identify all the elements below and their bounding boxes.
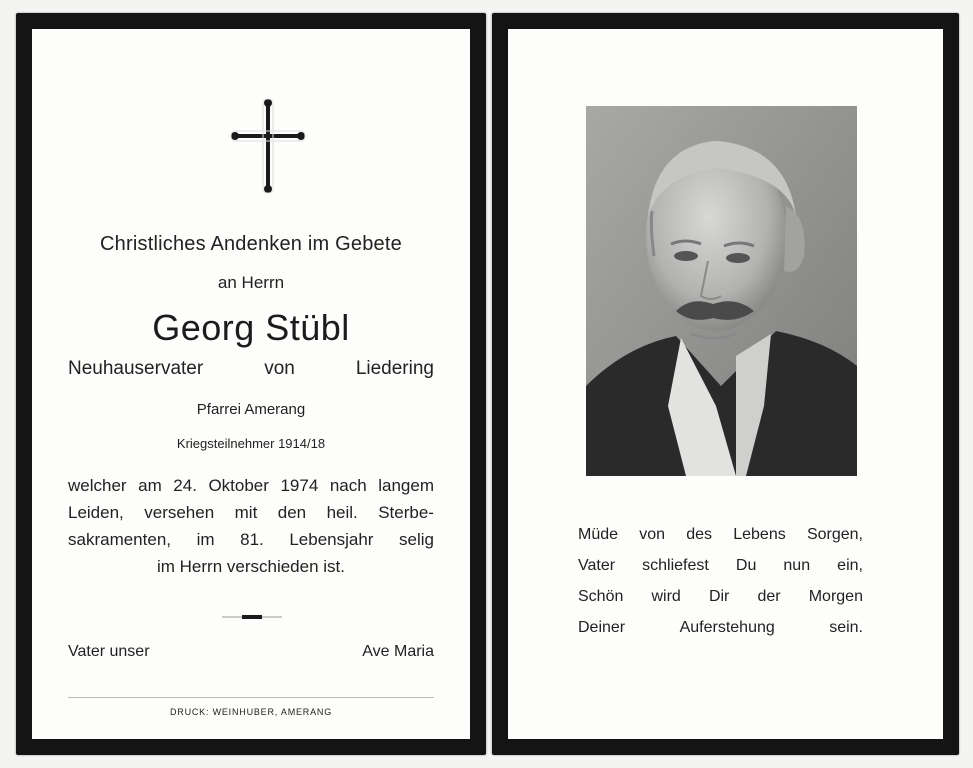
word: sakramenten, <box>68 530 171 549</box>
word: nun <box>783 557 811 574</box>
word: welcher <box>68 476 127 495</box>
obituary-line <box>68 499 434 526</box>
word: von <box>639 526 666 543</box>
word: Müde <box>578 526 619 543</box>
word: Dir <box>708 588 730 605</box>
word: 24. <box>173 476 197 495</box>
deceased-name: Georg Stübl <box>152 307 350 348</box>
printer-credit: DRUCK: WEINHUBER, AMERANG <box>169 707 332 717</box>
word: schliefest <box>642 557 709 574</box>
veteran-text: Kriegsteilnehmer 1914/18 <box>176 436 326 451</box>
word: mit <box>234 503 258 522</box>
deceased-title <box>68 358 434 380</box>
word: Morgen <box>808 588 863 605</box>
footer-rule <box>68 697 434 698</box>
word: Auferstehung <box>679 619 775 636</box>
left-card-paper <box>32 29 470 739</box>
word: Sorgen, <box>806 526 863 543</box>
portrait-photo <box>586 106 857 476</box>
word: Leiden, <box>68 503 124 522</box>
word: im <box>196 530 215 549</box>
right-card-paper <box>508 29 943 739</box>
subtitle-word: Neuhauservater <box>68 358 204 379</box>
verse-line <box>578 612 863 643</box>
word: 81. <box>240 530 264 549</box>
word: nach <box>329 476 367 495</box>
word: Schön <box>578 588 624 605</box>
obituary-text <box>68 472 434 580</box>
word: sein. <box>829 619 863 636</box>
word: den <box>277 503 307 522</box>
obituary-line <box>68 472 434 499</box>
verse-line <box>578 581 863 612</box>
memorial-verse <box>578 519 863 643</box>
memorial-card-right-panel <box>492 13 959 755</box>
subtitle-word: Liedering <box>355 358 434 379</box>
word: der <box>757 588 781 605</box>
word: Oktober <box>208 476 269 495</box>
word: ein, <box>837 557 863 574</box>
word: Du <box>735 557 757 574</box>
word: im Herrn verschieden ist. <box>156 557 345 576</box>
prayers-row <box>68 643 434 661</box>
word: versehen <box>144 503 215 522</box>
obituary-line <box>68 526 434 553</box>
word: heil. <box>326 503 358 522</box>
memorial-heading: Christliches Andenken im Gebete <box>100 233 402 255</box>
verse-line <box>578 519 863 550</box>
an-herrn-text: an Herrn <box>217 273 285 292</box>
word: am <box>138 476 162 495</box>
prayer-ave-maria: Ave Maria <box>362 643 434 660</box>
obituary-line <box>68 553 434 580</box>
word: Deiner <box>578 619 626 636</box>
word: 1974 <box>280 476 319 495</box>
subtitle-word: von <box>264 358 295 379</box>
word: Lebensjahr <box>289 530 374 549</box>
word: selig <box>399 530 434 549</box>
verse-line <box>578 550 863 581</box>
word: wird <box>651 588 681 605</box>
cross-icon <box>230 96 306 196</box>
prayer-vater-unser: Vater unser <box>68 643 150 660</box>
word: langem <box>378 476 434 495</box>
word: Vater <box>578 557 616 574</box>
divider-ornament <box>222 614 282 620</box>
word: Lebens <box>733 526 786 543</box>
word: Sterbe- <box>378 503 434 522</box>
parish-text: Pfarrei Amerang <box>196 401 306 418</box>
memorial-card-left-panel <box>16 13 486 755</box>
word: des <box>686 526 713 543</box>
